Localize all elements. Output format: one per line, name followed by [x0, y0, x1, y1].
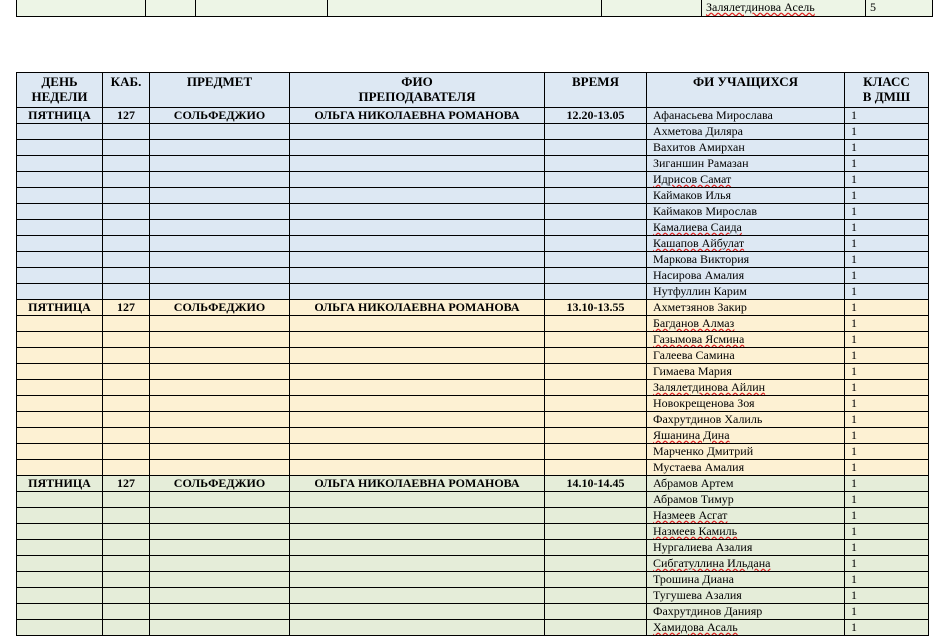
- table-row: [17, 380, 929, 396]
- day-cell: [17, 460, 103, 476]
- subject-cell: [150, 380, 290, 396]
- day-cell: [17, 284, 103, 300]
- day-cell: [17, 492, 103, 508]
- student-name-cell: Марченко Дмитрий: [647, 444, 845, 460]
- day-cell: [17, 332, 103, 348]
- header-row: [17, 73, 929, 108]
- day-cell: [17, 508, 103, 524]
- room-cell: [103, 604, 150, 620]
- student-name-cell: Назмеев Камиль: [647, 524, 845, 540]
- time-cell: [545, 140, 647, 156]
- room-cell: 127: [103, 476, 150, 492]
- student-name-cell: Абрамов Тимур: [647, 492, 845, 508]
- table-row: [17, 140, 929, 156]
- student-name-cell: Маркова Виктория: [647, 252, 845, 268]
- day-cell: [17, 252, 103, 268]
- subject-cell: СОЛЬФЕДЖИО: [150, 108, 290, 124]
- table-row: [17, 508, 929, 524]
- time-cell: 12.20-13.05: [545, 108, 647, 124]
- day-cell: [17, 572, 103, 588]
- table-row: [17, 172, 929, 188]
- class-cell: 1: [845, 284, 929, 300]
- subject-cell: [150, 444, 290, 460]
- table-row: [17, 300, 929, 316]
- room-cell: [103, 508, 150, 524]
- room-cell: [103, 620, 150, 636]
- time-cell: 13.10-13.55: [545, 300, 647, 316]
- student-name-cell: Новокрещенова Зоя: [647, 396, 845, 412]
- room-cell: [103, 380, 150, 396]
- teacher-cell: [290, 252, 545, 268]
- teacher-cell: [290, 188, 545, 204]
- subject-cell: [150, 364, 290, 380]
- time-cell: [545, 236, 647, 252]
- time-cell: [545, 604, 647, 620]
- class-cell: 1: [845, 236, 929, 252]
- student-name-cell: Абрамов Артем: [647, 476, 845, 492]
- teacher-cell: [290, 284, 545, 300]
- class-cell: 1: [845, 476, 929, 492]
- subject-cell: [150, 268, 290, 284]
- student-name-cell: Мустаева Амалия: [647, 460, 845, 476]
- time-cell: 14.10-14.45: [545, 476, 647, 492]
- time-cell: [545, 364, 647, 380]
- table-row: [17, 444, 929, 460]
- time-cell: [545, 412, 647, 428]
- student-name-cell: Газымова Ясмина: [647, 332, 845, 348]
- time-cell: [545, 172, 647, 188]
- table-row: [17, 428, 929, 444]
- header-room: КАБ.: [103, 73, 150, 108]
- time-cell: [545, 220, 647, 236]
- student-name-cell: Галеева Самина: [647, 348, 845, 364]
- room-cell: [103, 220, 150, 236]
- header-class: КЛАСС В ДМШ: [845, 73, 929, 108]
- subject-cell: [150, 124, 290, 140]
- table-row: [17, 620, 929, 636]
- subject-cell: [150, 236, 290, 252]
- table-row: [17, 412, 929, 428]
- room-cell: [103, 492, 150, 508]
- table-row: [17, 524, 929, 540]
- room-cell: [103, 556, 150, 572]
- subject-cell: [150, 396, 290, 412]
- header-subject: ПРЕДМЕТ: [150, 73, 290, 108]
- teacher-cell: [290, 316, 545, 332]
- class-cell: 1: [845, 108, 929, 124]
- subject-cell: [150, 460, 290, 476]
- subject-cell: [150, 348, 290, 364]
- class-cell: 1: [845, 220, 929, 236]
- class-cell: 1: [845, 252, 929, 268]
- student-name-cell: Фахрутдинов Халиль: [647, 412, 845, 428]
- table-row: [17, 604, 929, 620]
- student-name-cell: Залялетдинова Асель: [702, 0, 866, 17]
- room-cell: [103, 428, 150, 444]
- table-row: [17, 220, 929, 236]
- room-cell: [103, 252, 150, 268]
- teacher-cell: ОЛЬГА НИКОЛАЕВНА РОМАНОВА: [290, 300, 545, 316]
- class-cell: 1: [845, 556, 929, 572]
- room-cell: [103, 572, 150, 588]
- class-cell: 1: [845, 540, 929, 556]
- student-name-cell: Нургалиева Азалия: [647, 540, 845, 556]
- schedule-table: [16, 72, 929, 636]
- day-cell: [17, 428, 103, 444]
- subject-cell: [150, 556, 290, 572]
- teacher-cell: [290, 220, 545, 236]
- room-cell: [103, 412, 150, 428]
- day-cell: [17, 236, 103, 252]
- student-name-cell: Сибгатуллина Ильдана: [647, 556, 845, 572]
- time-cell: [545, 284, 647, 300]
- subject-cell: [150, 524, 290, 540]
- subject-cell: [150, 588, 290, 604]
- teacher-cell: ОЛЬГА НИКОЛАЕВНА РОМАНОВА: [290, 108, 545, 124]
- student-name-cell: Зиганшин Рамазан: [647, 156, 845, 172]
- time-cell: [545, 156, 647, 172]
- subject-cell: [150, 572, 290, 588]
- room-cell: [103, 268, 150, 284]
- student-name-cell: Идрисов Самат: [647, 172, 845, 188]
- time-cell: [545, 508, 647, 524]
- time-cell: [545, 460, 647, 476]
- subject-cell: [150, 156, 290, 172]
- day-cell: [17, 124, 103, 140]
- table-row: [17, 236, 929, 252]
- student-name-cell: Афанасьева Мирослава: [647, 108, 845, 124]
- room-cell: [103, 332, 150, 348]
- table-row: [17, 540, 929, 556]
- day-cell: [17, 220, 103, 236]
- room-cell: [103, 204, 150, 220]
- table-row: [17, 492, 929, 508]
- teacher-cell: [290, 444, 545, 460]
- day-cell: [17, 364, 103, 380]
- class-cell: 1: [845, 140, 929, 156]
- day-cell: [17, 524, 103, 540]
- time-cell: [545, 444, 647, 460]
- class-cell: 1: [845, 332, 929, 348]
- subject-cell: [150, 316, 290, 332]
- student-name-cell: Каймаков Илья: [647, 188, 845, 204]
- table-row: [17, 460, 929, 476]
- room-cell: [103, 140, 150, 156]
- teacher-cell: [290, 604, 545, 620]
- table-row: [17, 476, 929, 492]
- table-row: [17, 348, 929, 364]
- table-row: [17, 108, 929, 124]
- day-cell: [17, 380, 103, 396]
- student-name-cell: Кашапов Айбулат: [647, 236, 845, 252]
- table-row: [17, 556, 929, 572]
- day-cell: ПЯТНИЦА: [17, 108, 103, 124]
- day-cell: [17, 604, 103, 620]
- teacher-cell: [290, 540, 545, 556]
- student-name-cell: Багданов Алмаз: [647, 316, 845, 332]
- teacher-cell: [290, 332, 545, 348]
- room-cell: [103, 172, 150, 188]
- teacher-cell: [290, 364, 545, 380]
- time-cell: [545, 188, 647, 204]
- subject-cell: [150, 492, 290, 508]
- class-cell: 1: [845, 364, 929, 380]
- day-cell: [17, 204, 103, 220]
- student-name-cell: Ахметова Диляра: [647, 124, 845, 140]
- day-cell: [17, 556, 103, 572]
- class-cell: 1: [845, 492, 929, 508]
- time-cell: [545, 124, 647, 140]
- room-cell: [103, 188, 150, 204]
- previous-table-fragment: [16, 0, 933, 17]
- class-cell: 1: [845, 604, 929, 620]
- day-cell: [17, 172, 103, 188]
- day-cell: ПЯТНИЦА: [17, 476, 103, 492]
- student-name-cell: Гимаева Мария: [647, 364, 845, 380]
- table-row: [17, 0, 933, 17]
- class-cell: 1: [845, 380, 929, 396]
- table-row: [17, 588, 929, 604]
- teacher-cell: [290, 428, 545, 444]
- time-cell: [545, 524, 647, 540]
- room-cell: [103, 156, 150, 172]
- teacher-cell: [290, 396, 545, 412]
- teacher-cell: [290, 460, 545, 476]
- teacher-cell: [290, 572, 545, 588]
- time-cell: [545, 572, 647, 588]
- time-cell: [545, 380, 647, 396]
- day-cell: [17, 620, 103, 636]
- table-row: [17, 124, 929, 140]
- student-name-cell: Залялетдинова Айлин: [647, 380, 845, 396]
- time-cell: [545, 540, 647, 556]
- teacher-cell: [290, 172, 545, 188]
- subject-cell: СОЛЬФЕДЖИО: [150, 476, 290, 492]
- day-cell: ПЯТНИЦА: [17, 300, 103, 316]
- class-cell: 5: [866, 0, 933, 17]
- room-cell: [103, 236, 150, 252]
- student-name-cell: Яшанина Дина: [647, 428, 845, 444]
- teacher-cell: [290, 124, 545, 140]
- subject-cell: СОЛЬФЕДЖИО: [150, 300, 290, 316]
- day-cell: [17, 156, 103, 172]
- teacher-cell: [290, 140, 545, 156]
- subject-cell: [150, 412, 290, 428]
- class-cell: 1: [845, 396, 929, 412]
- room-cell: [103, 396, 150, 412]
- room-cell: [103, 348, 150, 364]
- class-cell: 1: [845, 588, 929, 604]
- time-cell: [545, 428, 647, 444]
- room-cell: [103, 364, 150, 380]
- day-cell: [17, 444, 103, 460]
- day-cell: [17, 188, 103, 204]
- subject-cell: [150, 604, 290, 620]
- student-name-cell: Хамидова Асаль: [647, 620, 845, 636]
- class-cell: 1: [845, 316, 929, 332]
- time-cell: [545, 556, 647, 572]
- subject-cell: [150, 540, 290, 556]
- class-cell: 1: [845, 204, 929, 220]
- student-name-cell: Тугушева Азалия: [647, 588, 845, 604]
- subject-cell: [150, 204, 290, 220]
- header-teacher: ФИО ПРЕПОДАВАТЕЛЯ: [290, 73, 545, 108]
- schedule-body: [17, 108, 929, 636]
- subject-cell: [150, 172, 290, 188]
- class-cell: 1: [845, 508, 929, 524]
- table-row: [17, 268, 929, 284]
- day-cell: [17, 348, 103, 364]
- subject-cell: [150, 252, 290, 268]
- table-row: [17, 364, 929, 380]
- subject-cell: [150, 220, 290, 236]
- table-row: [17, 204, 929, 220]
- time-cell: [545, 620, 647, 636]
- time-cell: [545, 348, 647, 364]
- room-cell: 127: [103, 108, 150, 124]
- teacher-cell: [290, 156, 545, 172]
- header-students: ФИ УЧАЩИХСЯ: [647, 73, 845, 108]
- day-cell: [17, 412, 103, 428]
- teacher-cell: [290, 380, 545, 396]
- time-cell: [545, 396, 647, 412]
- subject-cell: [150, 332, 290, 348]
- student-name-cell: Насирова Амалия: [647, 268, 845, 284]
- header-day: ДЕНЬ НЕДЕЛИ: [17, 73, 103, 108]
- time-cell: [545, 204, 647, 220]
- student-name-cell: Трошина Диана: [647, 572, 845, 588]
- class-cell: 1: [845, 524, 929, 540]
- class-cell: 1: [845, 620, 929, 636]
- subject-cell: [150, 508, 290, 524]
- teacher-cell: [290, 524, 545, 540]
- room-cell: [103, 460, 150, 476]
- student-name-cell: Фахрутдинов Данияр: [647, 604, 845, 620]
- table-row: [17, 572, 929, 588]
- class-cell: 1: [845, 348, 929, 364]
- day-cell: [17, 396, 103, 412]
- table-row: [17, 316, 929, 332]
- teacher-cell: [290, 348, 545, 364]
- student-name-cell: Нутфуллин Карим: [647, 284, 845, 300]
- time-cell: [545, 332, 647, 348]
- room-cell: [103, 316, 150, 332]
- day-cell: [17, 540, 103, 556]
- table-row: [17, 332, 929, 348]
- day-cell: [17, 268, 103, 284]
- teacher-cell: [290, 556, 545, 572]
- teacher-cell: [290, 268, 545, 284]
- teacher-cell: [290, 236, 545, 252]
- class-cell: 1: [845, 460, 929, 476]
- time-cell: [545, 252, 647, 268]
- teacher-cell: [290, 412, 545, 428]
- subject-cell: [150, 140, 290, 156]
- room-cell: [103, 284, 150, 300]
- subject-cell: [150, 284, 290, 300]
- student-name-cell: Назмеев Асгат: [647, 508, 845, 524]
- header-time: ВРЕМЯ: [545, 73, 647, 108]
- room-cell: [103, 444, 150, 460]
- teacher-cell: [290, 204, 545, 220]
- room-cell: [103, 588, 150, 604]
- class-cell: 1: [845, 156, 929, 172]
- room-cell: [103, 524, 150, 540]
- class-cell: 1: [845, 412, 929, 428]
- room-cell: [103, 540, 150, 556]
- teacher-cell: [290, 620, 545, 636]
- table-row: [17, 156, 929, 172]
- teacher-cell: ОЛЬГА НИКОЛАЕВНА РОМАНОВА: [290, 476, 545, 492]
- class-cell: 1: [845, 124, 929, 140]
- time-cell: [545, 316, 647, 332]
- class-cell: 1: [845, 188, 929, 204]
- class-cell: 1: [845, 300, 929, 316]
- class-cell: 1: [845, 428, 929, 444]
- subject-cell: [150, 428, 290, 444]
- table-row: [17, 284, 929, 300]
- class-cell: 1: [845, 172, 929, 188]
- subject-cell: [150, 620, 290, 636]
- teacher-cell: [290, 492, 545, 508]
- class-cell: 1: [845, 444, 929, 460]
- room-cell: [103, 124, 150, 140]
- teacher-cell: [290, 508, 545, 524]
- student-name-cell: Ахметзянов Закир: [647, 300, 845, 316]
- room-cell: 127: [103, 300, 150, 316]
- day-cell: [17, 588, 103, 604]
- class-cell: 1: [845, 572, 929, 588]
- time-cell: [545, 492, 647, 508]
- table-row: [17, 252, 929, 268]
- time-cell: [545, 268, 647, 284]
- time-cell: [545, 588, 647, 604]
- subject-cell: [150, 188, 290, 204]
- teacher-cell: [290, 588, 545, 604]
- student-name-cell: Каймаков Мирослав: [647, 204, 845, 220]
- table-row: [17, 188, 929, 204]
- student-name-cell: Камалиева Саида: [647, 220, 845, 236]
- student-name-cell: Вахитов Амирхан: [647, 140, 845, 156]
- class-cell: 1: [845, 268, 929, 284]
- table-row: [17, 396, 929, 412]
- day-cell: [17, 140, 103, 156]
- day-cell: [17, 316, 103, 332]
